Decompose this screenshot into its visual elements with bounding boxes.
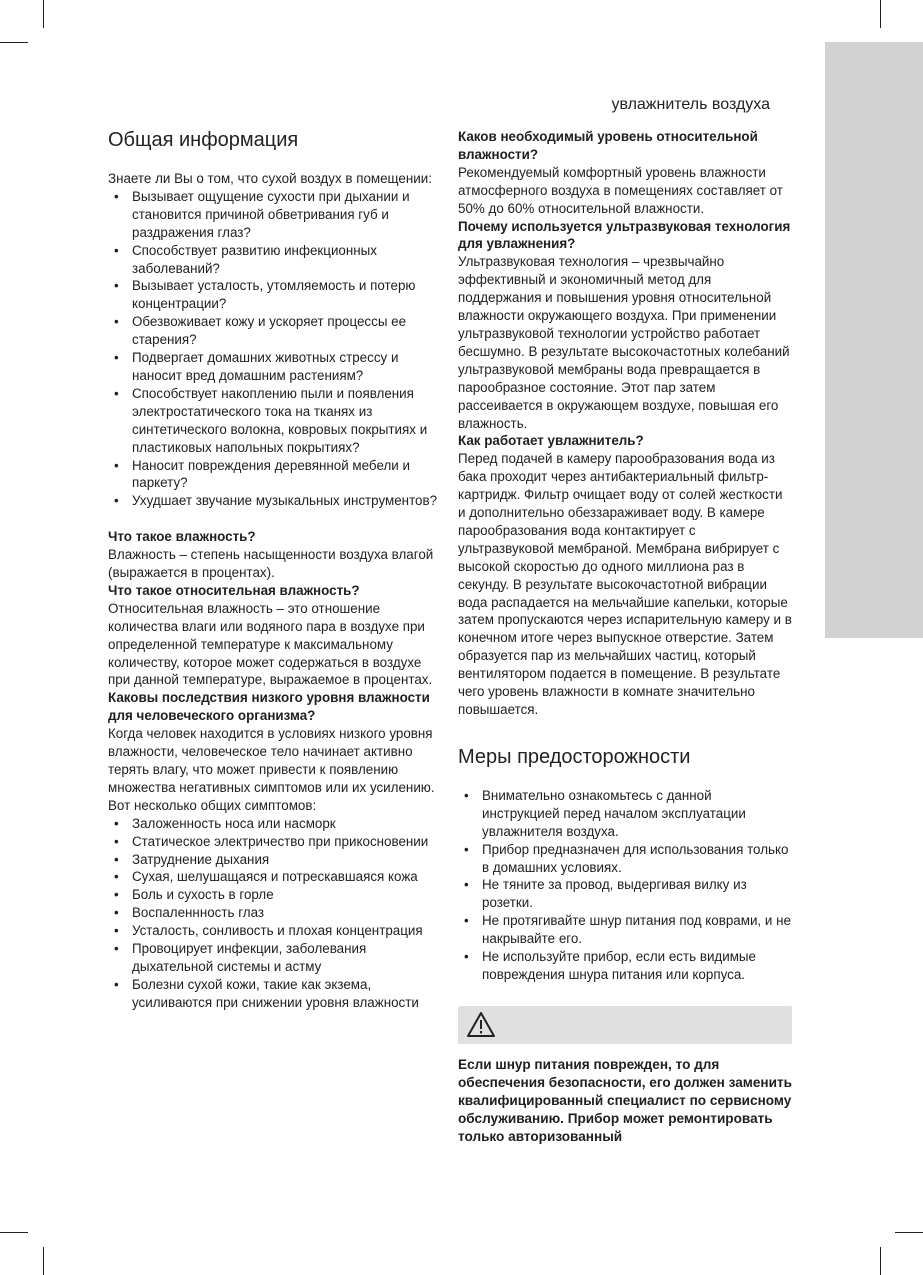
- bullet-icon: •: [114, 493, 119, 509]
- list-item: • Провоцирует инфекции, заболевания дыхательной системы и астму: [114, 941, 367, 974]
- section-heading-precautions: Меры предосторожности: [458, 745, 691, 768]
- list-item: • Не протягивайте шнур питания под коврами, и не накрывайте его.: [464, 913, 791, 947]
- list-item: • Наносит повреждения деревянной мебели и паркету?: [114, 457, 410, 491]
- list-item: • Затруднение дыхания: [114, 851, 270, 867]
- bullet-icon: •: [114, 923, 119, 939]
- crop-mark-top-right-v: [880, 0, 881, 28]
- list-item: • Способствует развитию инфекционных заболеваний?: [114, 242, 377, 276]
- spacer: [108, 510, 440, 528]
- bullet-icon: •: [464, 877, 469, 893]
- list-item: • Вызывает ощущение сухости при дыхании и становится причиной обветривания губ и раздражения глаз?: [114, 188, 410, 240]
- bullet-icon: •: [464, 787, 469, 803]
- warning-triangle-icon: [466, 1011, 496, 1038]
- bullet-icon: •: [464, 949, 469, 965]
- list-item: • Не тяните за провод, выдергивая вилку из розетки.: [464, 877, 747, 911]
- answer-ultrasonic: Ультразвуковая технология – чрезвычайно эффективный и экономичный метод для поддержания и повышения уровня относительной влажности окружающего воздуха. При применении ультразвуковой технологии устройство работает бесшумно. В результате высокочастотных колебаний ультразвуковой мембраны вода превращается в парообразное состояние. Этот пар затем рассеивается в окружающем воздухе, повышая его влажность.: [458, 254, 790, 431]
- crop-mark-bottom-right-h: [895, 1232, 923, 1233]
- right-column: [458, 128, 792, 1145]
- symptoms-list: [108, 815, 440, 1012]
- running-head: увлажнитель воздуха: [611, 96, 770, 113]
- list-item: • Усталость, сонливость и плохая концентрация: [114, 923, 423, 939]
- bullet-icon: •: [114, 815, 119, 831]
- intro-text: Знаете ли Вы о том, что сухой воздух в помещении:: [108, 171, 432, 186]
- list-item: • Прибор предназначен для использования только в домашних условиях.: [464, 841, 789, 875]
- intro-bullet-list: [108, 188, 440, 510]
- question-consequences: Каковы последствия низкого уровня влажности для человеческого организма?: [108, 690, 430, 724]
- symptoms-intro: Вот несколько общих симптомов:: [108, 797, 317, 813]
- list-item: • Подвергает домашних животных стрессу и наносит вред домашним растениям?: [114, 350, 399, 383]
- bullet-icon: •: [114, 905, 119, 921]
- list-item: • Болезни сухой кожи, такие как экзема, усиливаются при снижении уровня влажности: [114, 976, 419, 1010]
- bullet-icon: •: [114, 385, 119, 401]
- question-ultrasonic: Почему используется ультразвуковая технология для увлажнения?: [458, 218, 791, 252]
- list-item: • Внимательно ознакомьтесь с данной инструкцией перед началом эксплуатации увлажнителя воздуха.: [464, 787, 746, 839]
- list-item: • Способствует накоплению пыли и появления электростатического тока на тканях из синтетического волокна, ковровых покрытиях и пластиковых напольных покрытиях?: [114, 385, 428, 455]
- list-item: • Воспаленнность глаз: [114, 905, 265, 921]
- bullet-icon: •: [464, 841, 469, 857]
- answer-relative-humidity: Относительная влажность – это отношение количества влаги или водяного пара в воздухе при определенной температуре к максимальному количеству, которое может содержаться в воздухе при данной температуре, выражаемое в процентах.: [108, 600, 433, 688]
- answer-required-level: Рекомендуемый комфортный уровень влажности атмосферного воздуха в помещениях составляет от 50% до 60% относительной влажности.: [458, 164, 783, 216]
- bullet-icon: •: [114, 833, 119, 849]
- bullet-icon: •: [114, 188, 119, 204]
- list-item: • Вызывает усталость, утомляемость и потерю концентрации?: [114, 278, 416, 312]
- crop-mark-top-left-v: [43, 0, 44, 28]
- crop-mark-bottom-left-v: [43, 1247, 44, 1275]
- left-column: [108, 128, 440, 1012]
- warning-text: Если шнур питания поврежден, то для обеспечения безопасности, его должен заменить квалифицированный специалист по сервисному обслуживанию. Прибор может ремонтировать только авторизованный: [458, 1056, 792, 1144]
- question-how-it-works: Как работает увлажнитель?: [458, 433, 644, 449]
- precautions-list: [458, 787, 792, 984]
- list-item: • Не используйте прибор, если есть видимые повреждения шнура питания или корпуса.: [464, 949, 756, 982]
- bullet-icon: •: [114, 278, 119, 294]
- crop-mark-bottom-right-v: [880, 1247, 881, 1275]
- bullet-icon: •: [114, 314, 119, 330]
- question-relative-humidity: Что такое относительная влажность?: [108, 582, 360, 598]
- list-item: • Обезвоживает кожу и ускоряет процессы ее старения?: [114, 314, 407, 348]
- bullet-icon: •: [114, 941, 119, 957]
- bullet-icon: •: [114, 976, 119, 992]
- bullet-icon: •: [114, 242, 119, 258]
- question-required-level: Каков необходимый уровень относительной влажности?: [458, 129, 758, 162]
- answer-consequences: Когда человек находится в условиях низкого уровня влажности, человеческое тело начинает активно терять влагу, что может привести к появлению множества негативных симптомов или их усилению.: [108, 726, 435, 795]
- list-item: • Заложенность носа или насморк: [114, 815, 336, 831]
- list-item: • Статическое электричество при прикосновении: [114, 833, 429, 849]
- bullet-icon: •: [464, 913, 469, 929]
- answer-humidity: Влажность – степень насыщенности воздуха влагой (выражается в процентах).: [108, 547, 434, 581]
- bullet-icon: •: [114, 457, 119, 473]
- bullet-icon: •: [114, 869, 119, 885]
- list-item: • Боль и сухость в горле: [114, 887, 274, 903]
- bullet-icon: •: [114, 350, 119, 366]
- bullet-icon: •: [114, 851, 119, 867]
- question-humidity: Что такое влажность?: [108, 529, 256, 545]
- crop-mark-top-left-h: [0, 42, 28, 43]
- warning-bar: [458, 1006, 792, 1044]
- answer-how-it-works: Перед подачей в камеру парообразования вода из бака проходит через антибактериальный фильтр-картридж. Фильтр очищает воду от солей жесткости и дополнительно обеззараживает воду. В камере парообразования вода контактирует с ультразвуковой мембраной. Мембрана вибрирует с высокой скоростью до одного миллиона раз в секунду. В результате высокочастотной вибрации вода распадается на мельчайшие капельки, которые затем пропускаются через испарительную камеру и в конечном итоге через выпускное отверстие. Затем образуется пар из мельчайших частиц, который вентилятором подается в помещение. В результате чего уровень влажности в комнате значительно повышается.: [458, 451, 792, 717]
- list-item: • Сухая, шелушащаяся и потрескавшаяся кожа: [114, 869, 418, 885]
- bullet-icon: •: [114, 887, 119, 903]
- list-item: • Ухудшает звучание музыкальных инструментов?: [114, 493, 438, 509]
- crop-mark-bottom-left-h: [0, 1232, 28, 1233]
- side-tab-band: [825, 42, 923, 638]
- section-heading-general: Общая информация: [108, 129, 299, 151]
